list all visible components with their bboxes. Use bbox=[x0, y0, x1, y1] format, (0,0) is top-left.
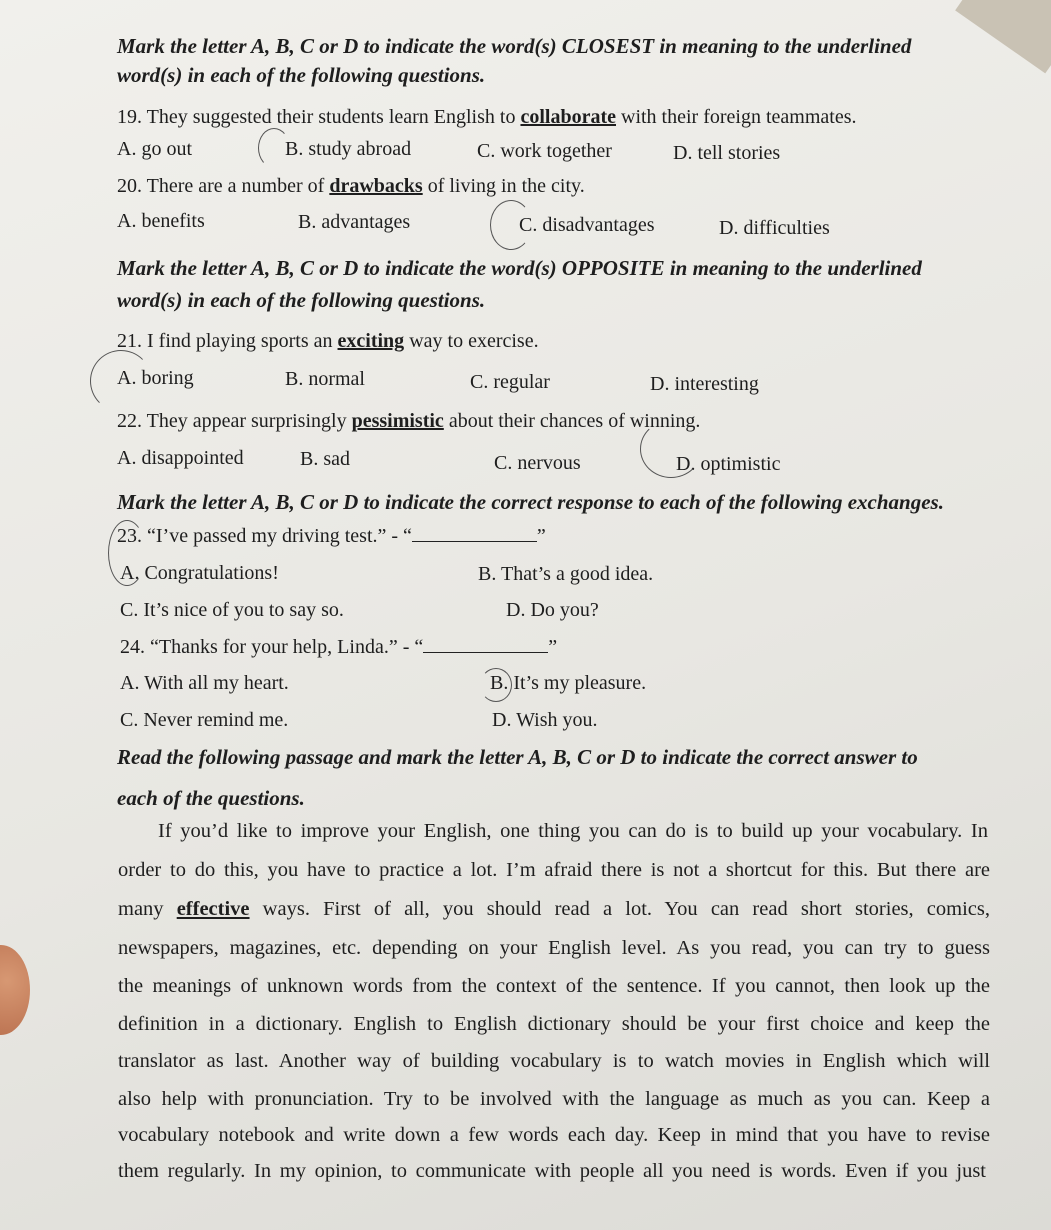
q20-text: 20. There are a number of bbox=[117, 175, 330, 197]
section4-instruction-cont: each of the questions. bbox=[117, 786, 305, 810]
passage-line-7: translator as last. Another way of building vocabulary is to watch movies in English which will bbox=[118, 1050, 990, 1072]
q19-option-a[interactable]: A. go out bbox=[117, 138, 192, 160]
q19-option-c[interactable]: C. work together bbox=[477, 140, 612, 162]
passage-line-6: definition in a dictionary. English to English dictionary should be your first choice and keep the bbox=[118, 1013, 990, 1035]
q24-option-d[interactable]: D. Wish you. bbox=[492, 709, 598, 731]
question-23 bbox=[117, 525, 546, 548]
answer-circle-mark bbox=[490, 200, 532, 250]
passage-line-10: them regularly. In my opinion, to communicate with people all you need is words. Even if you just bbox=[118, 1160, 986, 1182]
q20-option-d[interactable]: D. difficulties bbox=[719, 217, 830, 239]
q24-answer-blank[interactable] bbox=[423, 638, 548, 653]
question-21 bbox=[117, 330, 539, 353]
q23-text-end: ” bbox=[536, 525, 546, 547]
question-19 bbox=[117, 106, 856, 129]
q22-text: 22. They appear surprisingly bbox=[117, 410, 352, 432]
section2-instruction: Mark the letter A, B, C or D to indicate the word(s) OPPOSITE in meaning to the underlined bbox=[117, 256, 922, 280]
question-22 bbox=[117, 410, 700, 433]
q22-option-d[interactable]: D. optimistic bbox=[676, 453, 781, 475]
passage-line-3-end: ways. First of all, you should read a lot. You can read short stories, comics, bbox=[249, 898, 990, 920]
q19-text: 19. They suggested their students learn English to bbox=[117, 106, 521, 128]
section1-instruction-cont: word(s) in each of the following questions. bbox=[117, 63, 486, 87]
answer-circle-mark bbox=[258, 128, 290, 168]
passage-line-2: order to do this, you have to practice a lot. I’m afraid there is not a shortcut for this. But there are bbox=[118, 859, 990, 881]
q21-keyword: exciting bbox=[337, 330, 405, 352]
q20-option-c[interactable]: C. disadvantages bbox=[519, 214, 655, 236]
q23-option-d[interactable]: D. Do you? bbox=[506, 599, 599, 621]
passage-line-1: If you’d like to improve your English, one thing you can do is to build up your vocabulary. In bbox=[158, 820, 988, 842]
passage-line-3-start: many bbox=[118, 898, 177, 920]
answer-circle-mark bbox=[90, 350, 152, 412]
q20-text-end: of living in the city. bbox=[422, 175, 585, 197]
q22-keyword: pessimistic bbox=[351, 410, 444, 432]
q22-text-end: about their chances of winning. bbox=[443, 410, 701, 432]
section4-instruction: Read the following passage and mark the letter A, B, C or D to indicate the correct answer to bbox=[117, 745, 918, 769]
section1-instruction: Mark the letter A, B, C or D to indicate the word(s) CLOSEST in meaning to the underlined bbox=[117, 34, 912, 58]
q19-option-b[interactable]: B. study abroad bbox=[285, 138, 412, 160]
q21-option-a[interactable]: A. boring bbox=[117, 367, 194, 389]
passage-line-4: newspapers, magazines, etc. depending on your English level. As you read, you can try to guess bbox=[118, 937, 990, 959]
q23-text: 23. “I’ve passed my driving test.” - “ bbox=[117, 525, 412, 547]
q20-keyword: drawbacks bbox=[329, 175, 423, 197]
passage-line-8: also help with pronunciation. Try to be involved with the language as much as you can. Keep a bbox=[118, 1088, 990, 1110]
q19-option-d[interactable]: D. tell stories bbox=[673, 142, 781, 164]
q22-option-c[interactable]: C. nervous bbox=[494, 452, 581, 474]
finger-shadow bbox=[0, 945, 30, 1035]
answer-circle-mark bbox=[480, 668, 512, 702]
q20-option-a[interactable]: A. benefits bbox=[117, 210, 205, 232]
answer-circle-mark bbox=[108, 520, 146, 586]
q22-option-a[interactable]: A. disappointed bbox=[117, 447, 244, 469]
q19-keyword: collaborate bbox=[520, 106, 616, 128]
q21-option-c[interactable]: C. regular bbox=[470, 371, 550, 393]
question-20 bbox=[117, 175, 585, 198]
section2-instruction-cont: word(s) in each of the following questions. bbox=[117, 288, 486, 312]
q21-text: 21. I find playing sports an bbox=[117, 330, 338, 352]
passage-keyword: effective bbox=[176, 898, 250, 920]
q24-option-c[interactable]: C. Never remind me. bbox=[120, 709, 289, 731]
question-24 bbox=[120, 636, 557, 659]
q23-option-b[interactable]: B. That’s a good idea. bbox=[478, 563, 654, 585]
q23-option-a[interactable]: A. Congratulations! bbox=[120, 562, 279, 584]
q22-option-b[interactable]: B. sad bbox=[300, 448, 350, 470]
answer-circle-mark bbox=[640, 420, 702, 478]
passage-line-5: the meanings of unknown words from the context of the sentence. If you cannot, then look up the bbox=[118, 975, 990, 997]
passage-line-9: vocabulary notebook and write down a few words each day. Keep in mind that you have to revise bbox=[118, 1124, 990, 1146]
passage-line-3 bbox=[118, 898, 990, 921]
section3-instruction: Mark the letter A, B, C or D to indicate the correct response to each of the following exchanges. bbox=[117, 490, 944, 514]
q24-text: 24. “Thanks for your help, Linda.” - “ bbox=[120, 636, 424, 658]
q23-option-c[interactable]: C. It’s nice of you to say so. bbox=[120, 599, 344, 621]
q20-option-b[interactable]: B. advantages bbox=[298, 211, 411, 233]
q24-text-end: ” bbox=[548, 636, 558, 658]
page-corner bbox=[955, 0, 1051, 73]
q23-answer-blank[interactable] bbox=[412, 527, 537, 542]
q21-text-end: way to exercise. bbox=[404, 330, 539, 352]
q21-option-b[interactable]: B. normal bbox=[285, 368, 365, 390]
q21-option-d[interactable]: D. interesting bbox=[650, 373, 759, 395]
q19-text-end: with their foreign teammates. bbox=[616, 106, 857, 128]
q24-option-a[interactable]: A. With all my heart. bbox=[120, 672, 289, 694]
q24-option-b[interactable]: B. It’s my pleasure. bbox=[490, 672, 647, 694]
